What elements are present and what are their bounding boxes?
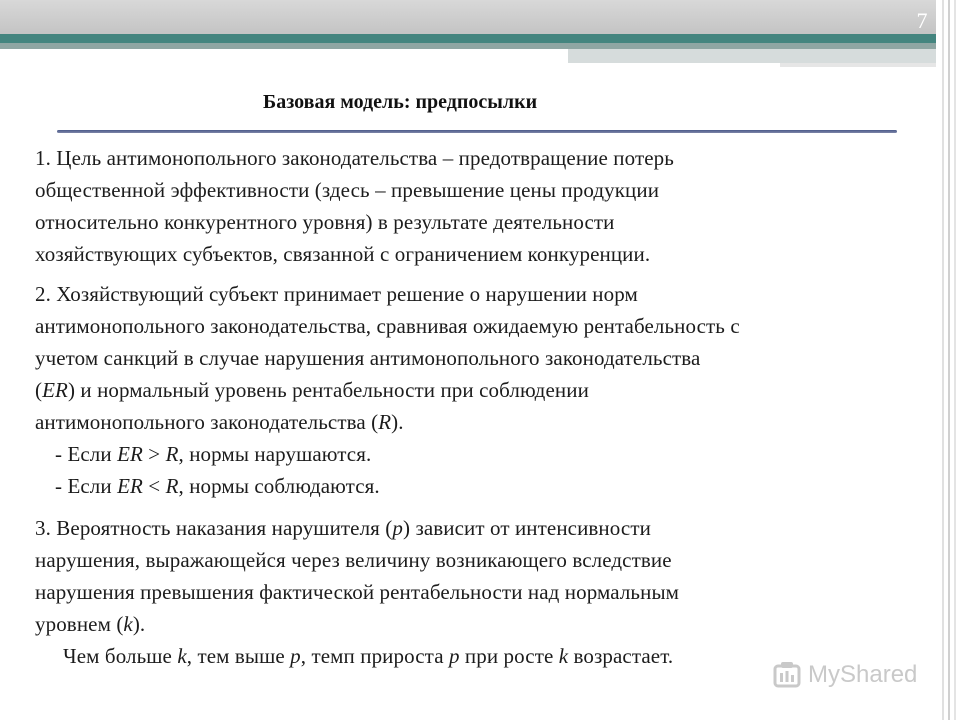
paragraph-line: нарушения, выражающейся через величину возникающего вследствие <box>35 548 672 572</box>
math-variable: R <box>378 410 392 434</box>
math-variable: ER <box>117 474 143 498</box>
conclusion-line: Чем больше k, тем выше p, темп прироста p при росте k возрастает. <box>63 644 674 668</box>
math-variable: p <box>448 644 460 668</box>
paragraph-1 <box>35 142 855 270</box>
math-variable: R <box>165 442 179 466</box>
math-variable: R <box>165 474 179 498</box>
paragraph-line: уровнем (k). <box>35 612 146 636</box>
math-variable: p <box>290 644 301 668</box>
slide-number: 7 <box>916 8 928 33</box>
paragraph-line: антимонопольного законодательства, сравнивая ожидаемую рентабельность с <box>35 314 740 338</box>
myshared-logo-icon <box>772 660 802 690</box>
math-variable: ER <box>117 442 143 466</box>
paragraph-line: учетом санкций в случае нарушения антимонопольного законодательства <box>35 346 701 370</box>
watermark-text: MyShared <box>808 661 918 688</box>
paragraph-line: хозяйствующих субъектов, связанной с ограничением конкуренции. <box>35 242 651 266</box>
header-accent-stripe <box>0 34 960 43</box>
paragraph-line: 2. Хозяйствующий субъект принимает решение о нарушении норм <box>35 282 638 306</box>
watermark <box>772 658 932 692</box>
paragraph-line: 3. Вероятность наказания нарушителя (p) зависит от интенсивности <box>35 516 651 540</box>
paragraph-line: нарушения превышения фактической рентабельности над нормальным <box>35 580 680 604</box>
title-underline <box>57 130 897 133</box>
paragraph-line: (ER) и нормальный уровень рентабельности при соблюдении <box>35 378 589 402</box>
paragraph-3 <box>35 512 885 672</box>
math-variable: k <box>177 644 187 668</box>
math-variable: ER <box>42 378 68 402</box>
paragraph-line: общественной эффективности (здесь – превышение цены продукции <box>35 178 660 202</box>
condition-comply: - Если ER < R, нормы соблюдаются. <box>55 474 380 498</box>
condition-violate: - Если ER > R, нормы нарушаются. <box>55 442 372 466</box>
header-step-stripe <box>568 49 960 63</box>
math-variable: k <box>558 644 569 668</box>
right-decor-lines <box>936 0 960 720</box>
math-variable: p <box>392 516 403 540</box>
slide-title: Базовая модель: предпосылки <box>263 91 538 113</box>
math-variable: k <box>123 612 133 636</box>
paragraph-line: антимонопольного законодательства (R). <box>35 410 404 434</box>
paragraph-2 <box>35 278 925 502</box>
paragraph-line: относительно конкурентного уровня) в результате деятельности <box>35 210 615 234</box>
paragraph-line: 1. Цель антимонопольного законодательства – предотвращение потерь <box>35 146 674 170</box>
header-band <box>0 0 960 34</box>
header-step-stripe-2 <box>780 63 960 67</box>
